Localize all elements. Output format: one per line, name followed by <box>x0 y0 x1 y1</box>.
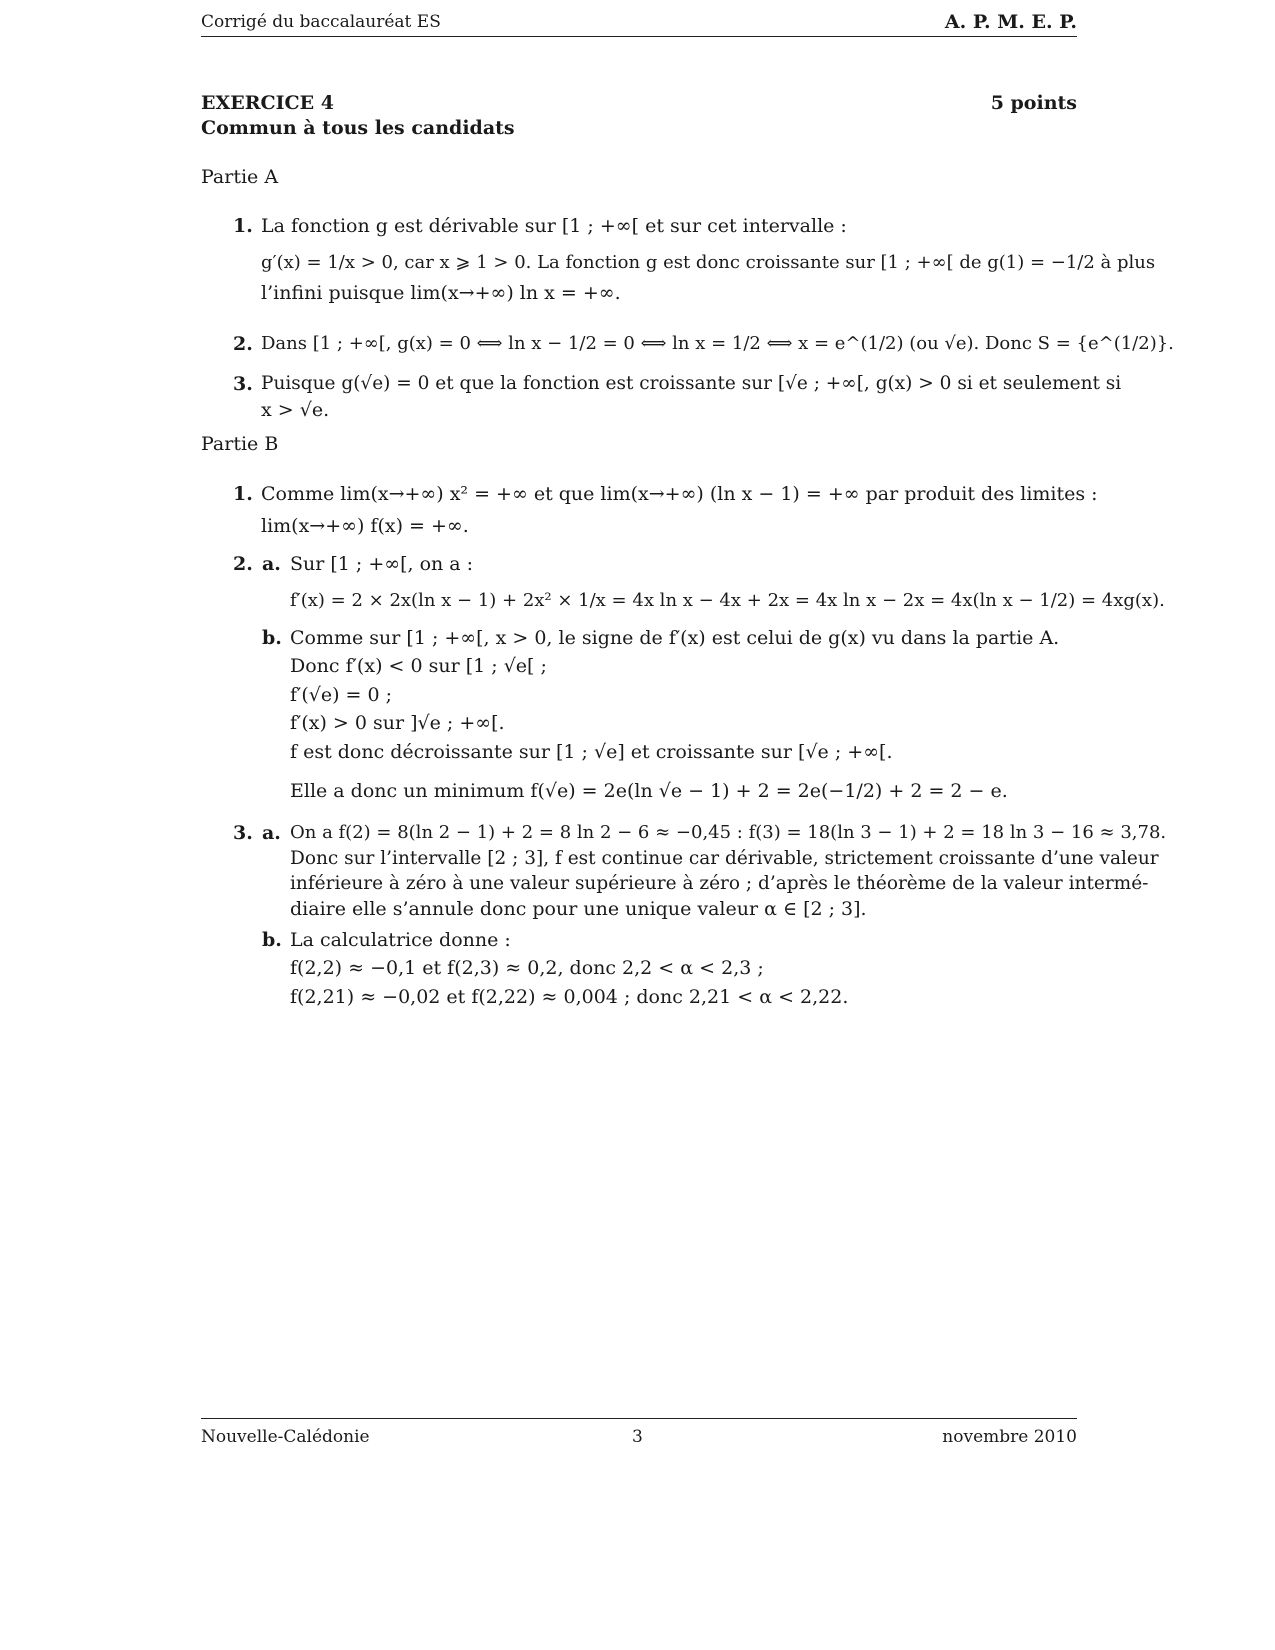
header-rule <box>201 36 1077 37</box>
partA-q2-number: 2. <box>233 333 253 355</box>
partA-q3-number: 3. <box>233 373 253 395</box>
footer-left: Nouvelle-Calédonie <box>201 1427 370 1447</box>
partB-q2a-line2: f′(x) = 2 × 2x(ln x − 1) + 2x² × 1/x = 4x ln x − 4x + 2x = 4x ln x − 2x = 4x(ln x − 1/2) = 4xg(x). <box>290 590 1165 611</box>
partB-q2a-line1: Sur [1 ; +∞[, on a : <box>290 553 474 575</box>
partB-q2b-line5: f est donc décroissante sur [1 ; √e] et croissante sur [√e ; +∞[. <box>290 741 893 763</box>
partA-title: Partie A <box>201 166 279 188</box>
partB-title: Partie B <box>201 433 279 455</box>
header-right: A. P. M. E. P. <box>944 11 1077 33</box>
partB-q3a-line1: On a f(2) = 8(ln 2 − 1) + 2 = 8 ln 2 − 6 ≈ −0,45 : f(3) = 18(ln 3 − 1) + 2 = 18 ln 3 − 16 ≈ 3,78. <box>290 822 1167 843</box>
partB-q1-line2: lim(x→+∞) f(x) = +∞. <box>261 515 469 537</box>
exercise-points: 5 points <box>990 92 1077 114</box>
partB-q3a-line3: inférieure à zéro à une valeur supérieure à zéro ; d’après le théorème de la valeur intermé- <box>290 873 1149 894</box>
partA-q3-line1: Puisque g(√e) = 0 et que la fonction est croissante sur [√e ; +∞[, g(x) > 0 si et seulement si <box>261 373 1122 394</box>
partB-q1-number: 1. <box>233 483 253 505</box>
partB-q2b-line1: Comme sur [1 ; +∞[, x > 0, le signe de f′(x) est celui de g(x) vu dans la partie A. <box>290 627 1060 649</box>
footer-page-number: 3 <box>632 1427 643 1447</box>
partB-q2b-line6: Elle a donc un minimum f(√e) = 2e(ln √e − 1) + 2 = 2e(−1/2) + 2 = 2 − e. <box>290 780 1008 802</box>
partB-q3a-label: a. <box>262 822 281 844</box>
partB-q2b-line4: f′(x) > 0 sur ]√e ; +∞[. <box>290 712 505 734</box>
partB-q2-number: 2. <box>233 553 253 575</box>
partA-q2-line1: Dans [1 ; +∞[, g(x) = 0 ⟺ ln x − 1/2 = 0 ⟺ ln x = 1/2 ⟺ x = e^(1/2) (ou √e). Donc S = {e^(1/2)}. <box>261 333 1174 354</box>
partB-q3a-line4: diaire elle s’annule donc pour une unique valeur α ∈ [2 ; 3]. <box>290 898 867 920</box>
exercise-subtitle: Commun à tous les candidats <box>201 117 515 139</box>
partB-q1-line1: Comme lim(x→+∞) x² = +∞ et que lim(x→+∞) (ln x − 1) = +∞ par produit des limites : <box>261 483 1098 505</box>
footer-right: novembre 2010 <box>942 1427 1077 1447</box>
partB-q2a-label: a. <box>262 553 281 575</box>
partB-q3b-label: b. <box>262 929 282 951</box>
header-left: Corrigé du baccalauréat ES <box>201 12 441 32</box>
partA-q1-number: 1. <box>233 215 253 237</box>
partB-q3-number: 3. <box>233 822 253 844</box>
partB-q3a-line2: Donc sur l’intervalle [2 ; 3], f est continue car dérivable, strictement croissante d’une valeur <box>290 848 1159 869</box>
partB-q2b-line3: f′(√e) = 0 ; <box>290 684 393 706</box>
partB-q3b-line3: f(2,21) ≈ −0,02 et f(2,22) ≈ 0,004 ; donc 2,21 < α < 2,22. <box>290 986 849 1008</box>
partA-q1-line2: g′(x) = 1/x > 0, car x ⩾ 1 > 0. La fonction g est donc croissante sur [1 ; +∞[ de g(1) = −1/2 à plus <box>261 252 1156 273</box>
partB-q3b-line1: La calculatrice donne : <box>290 929 511 951</box>
footer-rule <box>201 1418 1077 1419</box>
partA-q3-line2: x > √e. <box>261 399 330 421</box>
partB-q2b-label: b. <box>262 627 282 649</box>
partB-q3b-line2: f(2,2) ≈ −0,1 et f(2,3) ≈ 0,2, donc 2,2 < α < 2,3 ; <box>290 957 764 979</box>
partB-q2b-line2: Donc f′(x) < 0 sur [1 ; √e[ ; <box>290 655 547 677</box>
exercise-title: EXERCICE 4 <box>201 92 334 114</box>
partA-q1-line3: l’infini puisque lim(x→+∞) ln x = +∞. <box>261 282 621 304</box>
partA-q1-line1: La fonction g est dérivable sur [1 ; +∞[ et sur cet intervalle : <box>261 215 847 237</box>
